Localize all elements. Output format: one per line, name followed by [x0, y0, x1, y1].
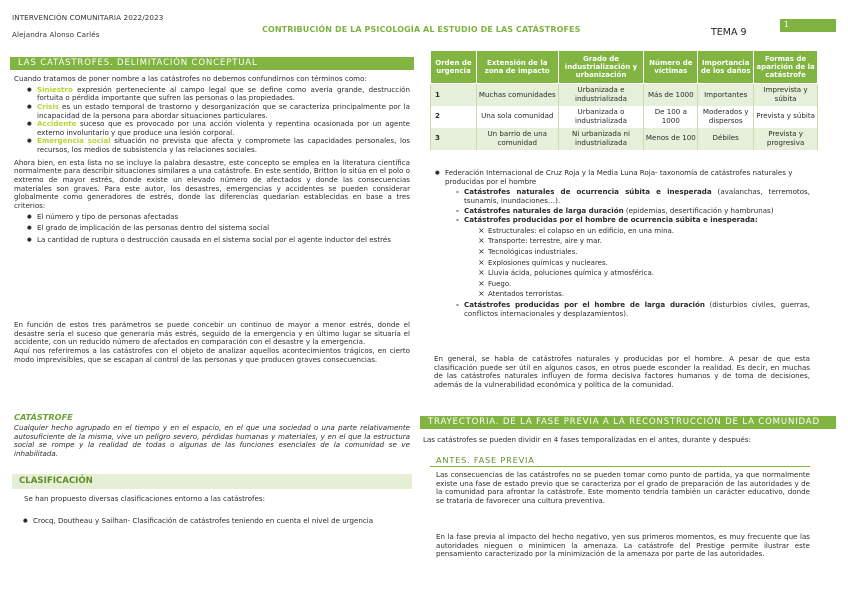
list-item: ● El grado de implicación de las personas dentro del sistema social — [26, 224, 410, 233]
term-definition: expresión perteneciente al campo legal que se define como avería grande, destrucción fortuita o pérdida importante que sufren las personas o las propiedades. — [37, 84, 410, 103]
list-item — [456, 301, 810, 318]
subtype-list — [478, 226, 810, 300]
list-item: ● El número y tipo de personas afectadas — [26, 213, 410, 222]
term-definition: suceso que es provocado por una acción violenta y repentina ocasionada por un agente externo involuntario y que produce una lesión corporal. — [37, 119, 410, 137]
list-item: × Transporte: terrestre, aire y mar. — [478, 236, 810, 247]
table-header-cell: Extensión de la zona de impacto — [476, 51, 558, 84]
urgency-table — [430, 50, 818, 150]
table-cell: 2 — [431, 106, 477, 128]
continuum-paragraph: En función de estos tres parámetros se puede concebir un continuo de mayor a menor estrés, donde el desastre sería el suceso que generaría más estrés, seguido de la emergencia y en último lugar se situaría el accidente, con un reducido número de afectados en comparación con el desastre y la emergencia. — [14, 320, 410, 347]
list-item — [26, 86, 410, 103]
terms-list — [26, 86, 410, 155]
table-cell: 1 — [431, 84, 477, 106]
clasificacion-heading: CLASIFICACIÓN — [12, 474, 412, 489]
list-item — [456, 207, 810, 216]
table-cell: Prevista y súbita — [754, 106, 818, 128]
table-row — [431, 128, 818, 150]
term-label: Crisis — [37, 101, 60, 111]
category-examples: (avalanchas, terremotos, tsunamis, inundaciones…). — [464, 187, 811, 205]
table-header-row — [431, 51, 818, 84]
table-cell: Muchas comunidades — [476, 84, 558, 106]
focus-paragraph: Aquí nos referiremos a las catástrofes con el objeto de analizar aquellos acontecimientos trágicos, en cierto modo imprevisibles, que se escapan al control de las personas y que producen graves consecuencias. — [14, 345, 410, 364]
table-cell: Una sola comunidad — [476, 106, 558, 128]
catastrofe-definition: Cualquier hecho agrupado en el tiempo y en el espacio, en el que una sociedad o una parte relativamente autosuficiente de la misma, vive un peligro severo, pérdidas humanas y materiales, y en el que la estructura social se rompe y la realidad de todas o algunas de las funciones esenciales de la comunidad se ve inhabilitada. — [14, 423, 410, 458]
table-row — [431, 84, 818, 106]
table-cell: Ni urbanizada ni industrializada — [558, 128, 644, 150]
document-title: CONTRIBUCIÓN DE LA PSICOLOGÍA AL ESTUDIO DE LAS CATÁSTROFES — [262, 25, 581, 34]
taxonomy-list — [456, 188, 810, 318]
page-number: 1 — [780, 19, 836, 32]
antes-paragraph-2: En la fase previa al impacto del hecho negativo, yen sus primeros momentos, es muy frecuente que las autoridades nieguen o minimicen la amenaza. La catástrofe del Prestige permite ilustrar este pensamiento caracterizado por la minimización de la amenaza por parte de las autoridades. — [436, 532, 810, 559]
term-definition: situación no prevista que afecta y compromete las capacidades personales, los recursos, los medios de subsistencia y las relaciones sociales. — [37, 136, 410, 155]
term-definition: es un estado temporal de trastorno y desorganización que se caracteriza principalmente por la incapacidad de la persona para abordar situaciones particulares. — [37, 101, 410, 120]
category-label: Catástrofes naturales de ocurrencia súbita e inesperada — [464, 187, 712, 197]
category-examples: (epidemias, desertificación y hambrunas) — [625, 205, 774, 215]
table-cell: Moderados y dispersos — [698, 106, 754, 128]
list-item: × Fuego. — [478, 279, 810, 290]
list-item: × Atentados terroristas. — [478, 289, 810, 300]
phases-intro: Las catástrofes se pueden dividir en 4 fases temporalizadas en el antes, durante y después: — [423, 435, 751, 444]
table-cell: Un barrio de una comunidad — [476, 128, 558, 150]
category-label: Catástrofes naturales de larga duración — [464, 205, 624, 215]
list-item: ● Crocq, Doutheau y Sailhan- Clasificación de catástrofes teniendo en cuenta el nivel de urgencia — [22, 517, 412, 526]
taxonomy-block — [434, 169, 810, 318]
table-cell: Menos de 100 — [644, 128, 698, 150]
table-cell: Prevista y progresiva — [754, 128, 818, 150]
table-header-cell: Número de víctimas — [644, 51, 698, 84]
table-cell: Más de 1000 — [644, 84, 698, 106]
section-heading-conceptual: LAS CATÁSTROFES. DELIMITACIÓN CONCEPTUAL — [10, 57, 414, 70]
desastre-paragraph: Ahora bien, en esta lista no se incluye la palabra desastre, este concepto se emplea en la literatura científica normalmente para describir situaciones similares a una catástrofe. En este sentido, Britton lo sitúa en el polo o extremo de mayor estrés, donde existe un elevado número de afectados y donde las consecuencias materiales son graves. Para este autor, los desastres, emergencias y accidentes se pueden considerar globalmente como generadores de estrés, donde las diferencias quedarían establecidas en base a tres criterios: — [14, 157, 410, 210]
term-label: Accidente — [37, 119, 77, 129]
category-label: Catástrofes producidas por el hombre de ocurrencia súbita e inesperada: — [464, 215, 758, 225]
author-label: Alejandra Alonso Carlés — [12, 30, 100, 39]
list-item — [456, 216, 810, 300]
term-label: Emergencia social — [37, 136, 111, 146]
table-cell: Urbanizada e industrializada — [558, 84, 644, 106]
table-header-cell: Orden de urgencia — [431, 51, 477, 84]
clasificacion-list — [22, 517, 412, 526]
list-item — [26, 103, 410, 120]
catastrofe-heading: CATÁSTROFE — [14, 412, 73, 422]
list-item: × Explosiones químicas y nucleares. — [478, 258, 810, 269]
table-cell: Imprevista y súbita — [754, 84, 818, 106]
intro-paragraph: Cuando tratamos de poner nombre a las catástrofes no debemos confundirnos con términos como: — [14, 74, 367, 83]
general-paragraph: En general, se habla de catástrofes naturales y producidas por el hombre. A pesar de que esta clasificación puede ser útil en algunos casos, en otros puede esconder la realidad. Es decir, en muchas de las catástrofes naturales influyen de forma decisiva factores humanos y de toma de decisiones, además de la vulnerabilidad económica y política de la comunidad. — [434, 354, 810, 389]
table-header-cell: Grado de industrialización y urbanización — [558, 51, 644, 84]
list-item: ● Federación Internacional de Cruz Roja y la Media Luna Roja- taxonomía de catástrofes naturales y producidas por el hombre — [434, 169, 810, 186]
list-item: × Tecnológicas industriales. — [478, 247, 810, 258]
table-row — [431, 106, 818, 128]
list-item: ● La cantidad de ruptura o destrucción causada en el sistema social por el agente inductor del estrés — [26, 236, 410, 245]
topic-label: TEMA 9 — [711, 27, 747, 38]
table-header-cell: Formas de aparición de la catástrofe — [754, 51, 818, 84]
table-header-cell: Importancia de los daños — [698, 51, 754, 84]
list-item — [26, 137, 410, 154]
category-examples: (disturbios civiles, guerras, conflictos internacionales y desplazamientos). — [464, 300, 810, 318]
antes-heading: ANTES. FASE PREVIA — [436, 455, 535, 465]
category-label: Catástrofes producidas por el hombre de larga duración — [464, 300, 705, 309]
table-cell: De 100 a 1000 — [644, 106, 698, 128]
list-item: × Lluvia ácida, poluciones química y atmosférica. — [478, 268, 810, 279]
table-cell: Débiles — [698, 128, 754, 150]
term-label: Siniestro — [37, 84, 73, 94]
table-cell: Importantes — [698, 84, 754, 106]
list-item: × Estructurales: el colapso en un edificio, en una mina. — [478, 226, 810, 237]
left-column-body — [14, 75, 410, 245]
antes-heading-rule — [430, 466, 810, 467]
course-label: INTERVENCIÓN COMUNITARIA 2022/2023 — [12, 13, 164, 22]
table-cell: Urbanizada o industrializada — [558, 106, 644, 128]
list-item — [456, 188, 810, 205]
continuum-block — [14, 321, 410, 364]
clasificacion-intro: Se han propuesto diversas clasificaciones entorno a las catástrofes: — [24, 494, 265, 503]
table-cell: 3 — [431, 128, 477, 150]
list-item — [26, 120, 410, 137]
section-heading-trayectoria: TRAYECTORIA. DE LA FASE PREVIA A LA RECONSTRUCCIÓN DE LA COMUNIDAD — [420, 416, 836, 429]
criteria-list — [26, 213, 410, 245]
federation-list — [434, 169, 810, 186]
antes-paragraph-1: Las consecuencias de las catástrofes no se pueden tomar como punto de partida, ya que normalmente existe una fase de estado previo que se caracteriza por el grado de preparación de las autoridades y de la comunidad para afrontar la catástrofe. Este momento tendría también un carácter educativo, donde se trataría de favorecer una cultura preventiva. — [436, 470, 810, 505]
